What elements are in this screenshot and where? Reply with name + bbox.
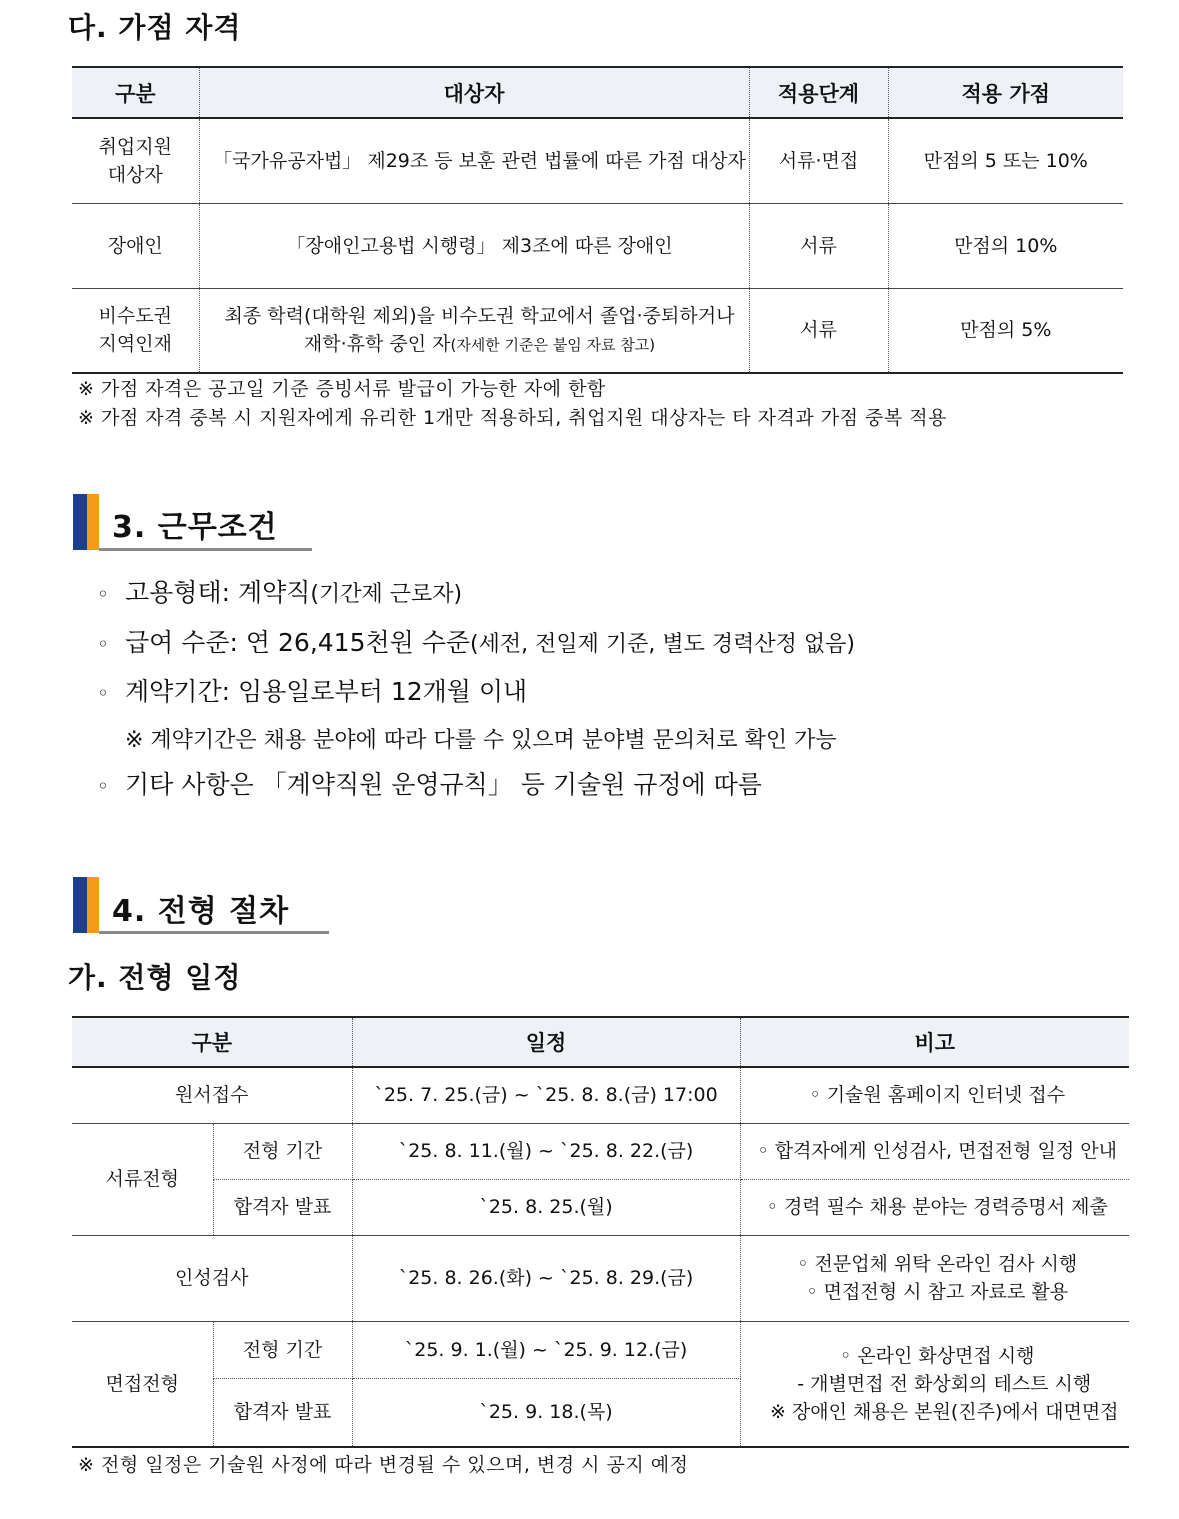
- bullet-icon: ◦: [97, 681, 109, 705]
- column-header: 적용단계: [749, 67, 888, 118]
- list-item: ◦ 급여 수준: 연 26,415천원 수준(세전, 전일제 기준, 별도 경력산정 없음): [97, 626, 855, 662]
- section-underline: [99, 931, 329, 934]
- category-cell: 비수도권 지역인재: [72, 288, 199, 373]
- section-heading-selection: 4. 전형 절차: [112, 894, 290, 929]
- column-header: 구분: [72, 1017, 352, 1067]
- substage-label: 전형 기간: [213, 1123, 352, 1179]
- category-cell: 취업지원 대상자: [72, 118, 199, 203]
- column-header: 대상자: [199, 67, 749, 118]
- note-cell: ◦ 합격자에게 인성검사, 면접전형 일정 안내: [740, 1123, 1129, 1179]
- date-cell: `25. 8. 26.(화) ~ `25. 8. 29.(금): [352, 1235, 740, 1321]
- note-cell: ◦ 경력 필수 채용 분야는 경력증명서 제출: [740, 1179, 1129, 1235]
- stage-label: 인성검사: [72, 1235, 352, 1321]
- list-item: ◦ 고용형태: 계약직(기간제 근로자): [97, 576, 462, 612]
- date-cell: `25. 9. 18.(목): [352, 1378, 740, 1447]
- section-heading-work-conditions: 3. 근무조건: [112, 510, 278, 545]
- section-underline: [99, 548, 312, 551]
- section-accent-bar: [73, 877, 87, 933]
- list-item: ◦ 기타 사항은 「계약직원 운영규칙」 등 기술원 규정에 따름: [97, 768, 762, 803]
- table-row: [72, 203, 1123, 288]
- substage-label: 합격자 발표: [213, 1179, 352, 1235]
- table-row: [72, 1123, 1129, 1179]
- table-header-row: [72, 1017, 1129, 1067]
- table-row: [72, 1067, 1129, 1123]
- schedule-footnote: ※ 전형 일정은 기술원 사정에 따라 변경될 수 있으며, 변경 시 공지 예정: [78, 1454, 689, 1476]
- note-cell: ◦ 기술원 홈페이지 인터넷 접수: [740, 1067, 1129, 1123]
- stage-cell: 서류: [749, 288, 888, 373]
- stage-label: 면접전형: [72, 1321, 213, 1447]
- bonus-note: ※ 가점 자격 중복 시 지원자에게 유리한 1개만 적용하되, 취업지원 대상자는 타 자격과 가점 중복 적용: [78, 407, 947, 429]
- stage-cell: 서류·면접: [749, 118, 888, 203]
- list-item: ◦ 계약기간: 임용일로부터 12개월 이내: [97, 675, 527, 710]
- bonus-cell: 만점의 10%: [888, 203, 1123, 288]
- category-cell: 장애인: [72, 203, 199, 288]
- date-cell: `25. 8. 11.(월) ~ `25. 8. 22.(금): [352, 1123, 740, 1179]
- bonus-table: [72, 66, 1123, 374]
- substage-label: 합격자 발표: [213, 1378, 352, 1447]
- section-accent-bar: [87, 494, 99, 550]
- bonus-cell: 만점의 5 또는 10%: [888, 118, 1123, 203]
- column-header: 비고: [740, 1017, 1129, 1067]
- table-row: [72, 288, 1123, 373]
- column-header: 적용 가점: [888, 67, 1123, 118]
- table-row: [72, 118, 1123, 203]
- table-row: [72, 1235, 1129, 1321]
- contract-note: ※ 계약기간은 채용 분야에 따라 다를 수 있으며 분야별 문의처로 확인 가능: [125, 728, 837, 753]
- target-cell: 「장애인고용법 시행령」 제3조에 따른 장애인: [199, 203, 749, 288]
- section-accent-bar: [87, 877, 99, 933]
- date-cell: `25. 9. 1.(월) ~ `25. 9. 12.(금): [352, 1321, 740, 1378]
- note-cell: ◦ 전문업체 위탁 온라인 검사 시행 ◦ 면접전형 시 참고 자료로 활용: [740, 1235, 1129, 1321]
- table-row: [72, 1179, 1129, 1235]
- column-header: 일정: [352, 1017, 740, 1067]
- subsection-heading-schedule: 가. 전형 일정: [68, 961, 242, 994]
- table-row: [72, 1321, 1129, 1378]
- note-cell: ◦ 온라인 화상면접 시행 - 개별면접 전 화상회의 테스트 시행 ※ 장애인 채용은 본원(진주)에서 대면면접: [740, 1321, 1129, 1447]
- schedule-table: [72, 1016, 1129, 1448]
- target-note: (자세한 기준은 붙임 자료 참고): [450, 335, 656, 354]
- bullet-icon: ◦: [97, 632, 109, 656]
- target-cell: 「국가유공자법」 제29조 등 보훈 관련 법률에 따른 가점 대상자: [199, 118, 749, 203]
- date-cell: `25. 7. 25.(금) ~ `25. 8. 8.(금) 17:00: [352, 1067, 740, 1123]
- column-header: 구분: [72, 67, 199, 118]
- stage-cell: 서류: [749, 203, 888, 288]
- table-header-row: [72, 67, 1123, 118]
- stage-label: 원서접수: [72, 1067, 352, 1123]
- bullet-icon: ◦: [97, 774, 109, 798]
- date-cell: `25. 8. 25.(월): [352, 1179, 740, 1235]
- bonus-cell: 만점의 5%: [888, 288, 1123, 373]
- substage-label: 전형 기간: [213, 1321, 352, 1378]
- stage-label: 서류전형: [72, 1123, 213, 1235]
- bonus-note: ※ 가점 자격은 공고일 기준 증빙서류 발급이 가능한 자에 한함: [78, 378, 606, 400]
- section-heading-bonus: 다. 가점 자격: [68, 11, 242, 44]
- bullet-icon: ◦: [97, 582, 109, 606]
- target-cell: 최종 학력(대학원 제외)을 비수도권 학교에서 졸업·중퇴하거나 재학·휴학 중인 자(자세한 기준은 붙임 자료 참고): [199, 288, 749, 373]
- section-accent-bar: [73, 494, 87, 550]
